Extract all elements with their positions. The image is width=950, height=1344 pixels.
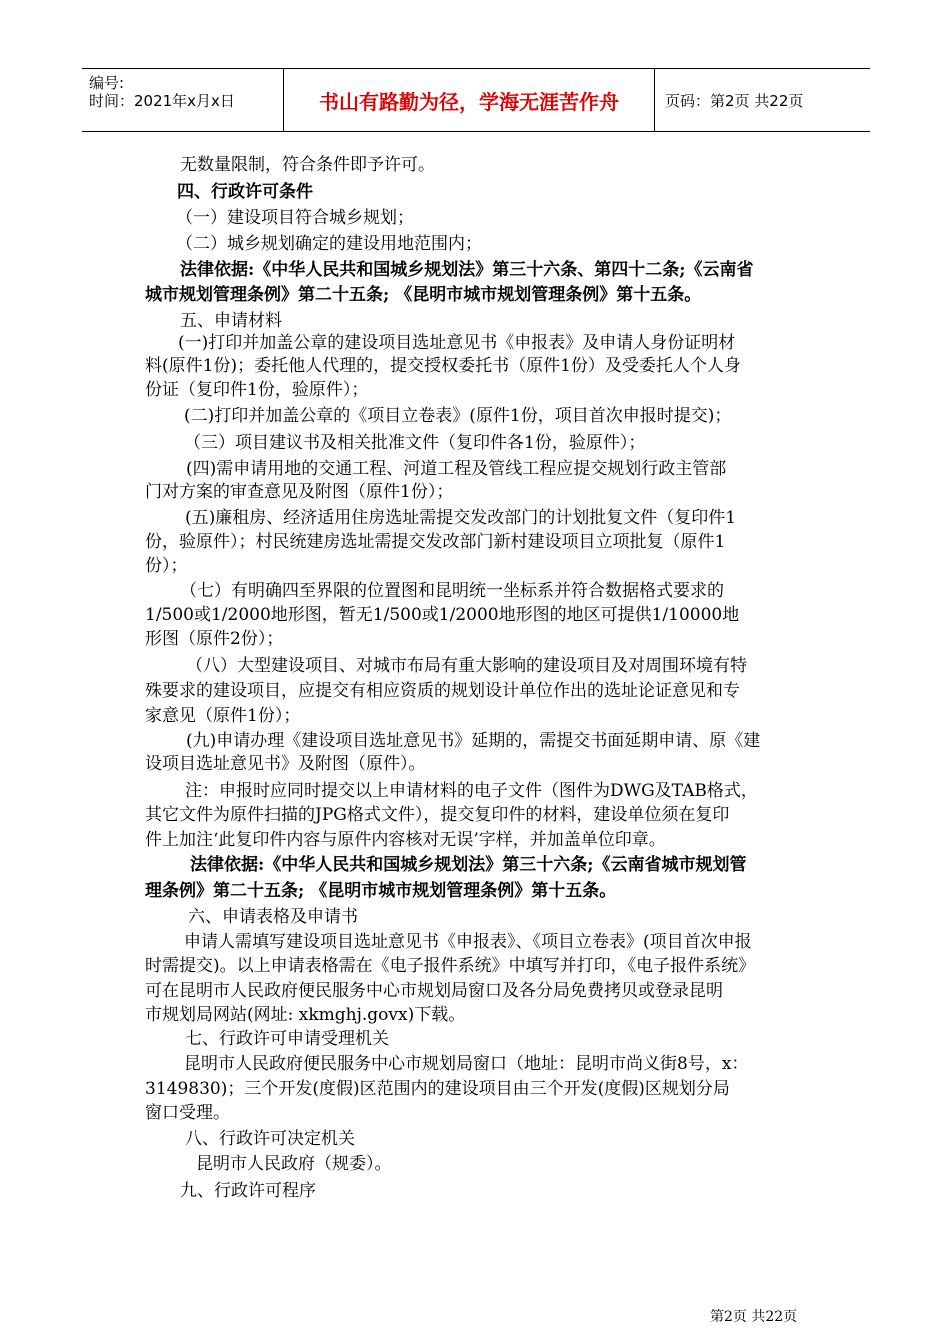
body-line: （二）城乡规划确定的建设用地范围内； (176, 234, 482, 254)
body-line: 设项目选址意见书》及附图（原件）。 (145, 754, 426, 774)
legal-basis-line: 城市规划管理条例》第二十五条; 《昆明市城市规划管理条例》第十五条。 (145, 285, 702, 305)
note-line: 其它文件为原件扫描的JPG格式文件），提交复印件的材料，建设单位须在复印 (145, 805, 730, 825)
legal-basis-line: 法律依据:《中华人民共和国城乡规划法》第三十六条、第四十二条;《云南省 (180, 260, 754, 280)
body-line: 3149830)；三个开发(度假)区范围内的建设项目由三个开发(度假)区规划分局 (145, 1079, 730, 1099)
legal-basis-line: 法律依据:《中华人民共和国城乡规划法》第三十六条;《云南省城市规划管 (190, 855, 747, 875)
body-line: 份）； (145, 556, 188, 576)
header-page-info: 页码：第2页 共22页 (665, 91, 804, 110)
note-line: 件上加注‘此复印件内容与原件内容核对无误’字样，并加盖单位印章。 (145, 830, 666, 850)
body-line: 家意见（原件1份）； (145, 706, 301, 726)
section-heading: 七、行政许可申请受理机关 (185, 1029, 389, 1049)
doc-date: 时间：2021年x月x日 (89, 92, 235, 110)
legal-basis-line: 理条例》第二十五条; 《昆明市城市规划管理条例》第十五条。 (145, 881, 617, 901)
section-heading: 九、行政许可程序 (180, 1181, 316, 1201)
body-line: （三）项目建议书及相关批准文件（复印件各1份，验原件）； (184, 433, 646, 453)
body-line: 昆明市人民政府便民服务中心市规划局窗口（地址：昆明市尚义街8号，x： (184, 1054, 749, 1074)
body-line: 形图（原件2份）； (145, 629, 284, 649)
body-line: (五)廉租房、经济适用住房选址需提交发改部门的计划批复文件（复印件1 (185, 508, 737, 528)
body-line: 时需提交)。以上申请表格需在《电子报件系统》中填写并打印，《电子报件系统》 (145, 956, 756, 976)
doc-number-label: 编号: (89, 74, 125, 92)
body-line: 窗口受理。 (145, 1103, 230, 1123)
body-line: 1/500或1/2000地形图，暂无1/500或1/2000地形图的地区可提供1/10000地 (145, 605, 740, 625)
body-line: 无数量限制，符合条件即予许可。 (180, 155, 435, 175)
body-line: (一)打印并加盖公章的建设项目选址意见书《申报表》及申请人身份证明材 (178, 333, 736, 353)
body-line: 料(原件1份)；委托他人代理的，提交授权委托书（原件1份）及受委托人个人身 (145, 356, 741, 376)
body-line: 门对方案的审查意见及附图（原件1份）； (145, 482, 454, 502)
body-line: （一）建设项目符合城乡规划； (176, 208, 414, 228)
body-line: （七）有明确四至界限的位置图和昆明统一坐标系并符合数据格式要求的 (180, 581, 724, 601)
body-line: (九)申请办理《建设项目选址意见书》延期的，需提交书面延期申请、原《建 (186, 731, 761, 751)
body-line: 份证（复印件1份，验原件）； (145, 380, 369, 400)
section-heading: 四、行政许可条件 (177, 182, 313, 202)
note-line: 注：申报时应同时提交以上申请材料的电子文件（图件为DWG及TAB格式， (185, 781, 758, 801)
body-line: （八）大型建设项目、对城市布局有重大影响的建设项目及对周围环境有特 (186, 656, 747, 676)
body-line: 可在昆明市人民政府便民服务中心市规划局窗口及各分局免费拷贝或登录昆明 (145, 981, 723, 1001)
body-line: 昆明市人民政府（规委）。 (196, 1154, 392, 1174)
body-line: (二)打印并加盖公章的《项目立卷表》(原件1份，项目首次申报时提交)； (184, 406, 732, 426)
header-motto (283, 69, 655, 131)
body-line: 市规划局网站(网址: xkmghj.govx)下载。 (145, 1005, 466, 1025)
header-meta (82, 69, 283, 131)
body-line: 份，验原件）；村民统建房选址需提交发改部门新村建设项目立项批复（原件1 (145, 532, 726, 552)
section-heading: 八、行政许可决定机关 (185, 1129, 355, 1149)
page-footer: 第2页 共22页 (710, 1309, 798, 1325)
body-line: 申请人需填写建设项目选址意见书《申报表》、《项目立卷表》(项目首次申报 (184, 932, 752, 952)
body-line: (四)需申请用地的交通工程、河道工程及管线工程应提交规划行政主管部 (186, 459, 727, 479)
page-header (82, 68, 870, 132)
body-line: 殊要求的建设项目，应提交有相应资质的规划设计单位作出的选址论证意见和专 (145, 681, 740, 701)
motto-text: 书山有路勤为径，学海无涯苦作舟 (319, 89, 619, 114)
section-heading: 六、申请表格及申请书 (188, 907, 358, 927)
section-heading: 五、申请材料 (180, 311, 282, 331)
